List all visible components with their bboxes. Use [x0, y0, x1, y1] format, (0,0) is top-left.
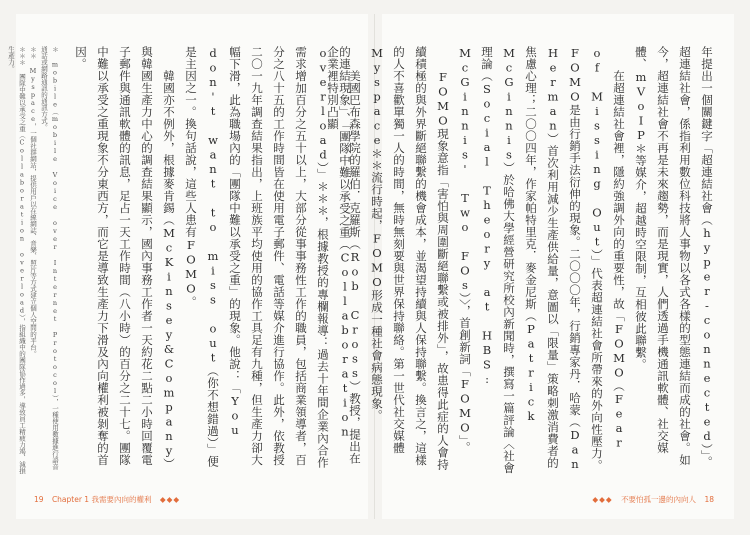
right-page	[326, 14, 734, 519]
left-page-running-head: Chapter 1 我需要內向的權利	[51, 495, 152, 504]
right-page-ornament: ◆◆◆	[592, 495, 613, 504]
right-page-footer	[592, 494, 720, 505]
right-page-body-text: 年提出一個關鍵字「超連結社會（hyper-connected）」。超連結社會，係指利用數位科技將人事物以各式各樣的型態連結而成的社會。如今，超連結社會不再是未來趨勢，而是現實，人們透過手機通訊軟體、社交媒體、mVoIP＊等媒介，超越時空限制，互相彼此聯繫。 在超連結社會裡，隱約強調外向的重要性，故「FOMO（Fear of Missing Out）」代表超連結社會所帶來的外向性壓力。FOMO是由行銷手法衍伸的現象。二〇〇〇年，行銷專家丹．哈蒙（Dan Herman）首次利用減少生產供給量，意圖以「限量」策略刺激消費者的焦慮心理；二〇〇四年，作家帕特里克．麥金尼斯（Patrick McGinnis）於哈佛大學經營研究所校內新聞時，撰寫一篇評論〈社會理論（Social Theory at HBS: McGinnis' Two FOs）〉，首創新詞「FOMO」。 FOMO現象意指「害怕與周圍斷絕聯繫或被排外」，故患得此症的人會持續積極的與外界斷絕聯繫的機會成本，並渴望持續與人保持聯繫。換言之，這樣的人不喜歡單獨一人的時間，無時無刻要與世界保持聯絡。第一世代社交媒體Myspace＊＊流行時起，FOMO形成一種社會病態現象。 美國巴布森學院的羅伯．克羅斯（Rob Cross）教授，提出在企業裡特別凸顯	[326, 46, 714, 474]
left-page	[7, 14, 368, 519]
left-page-footer	[34, 494, 186, 505]
right-page-running-head: 不要怕孤一邊的內向人	[621, 495, 697, 504]
right-page-number: 18	[704, 495, 714, 504]
left-page-number: 19	[34, 495, 44, 504]
left-page-ornament: ◆◆◆	[159, 495, 181, 504]
left-page-footnotes: ＊ mobile（mobile Voice over Internet Protocol），一種使用數據進行語音通話或網路通訊的通訊方式。 ＊＊ Myspace，一個社群網站，提供用戶以在線網誌、音樂、照片等方式建立個人空間的平台。 ＊＊＊ 團隊中難以承受之重（Collaboration overload），指組織中的團隊協作過多，導致員工精疲力竭、減損生產力。	[7, 46, 59, 474]
left-page-body-text: 的連結現象」、「團隊中難以承受之重（Collaboration overload）」＊＊＊，根據教授的專欄報導：過去十年間企業內合作需求增加百分之五十以上，大部分從事事務性工作的職員，包括商業領導者，百分之八十五的工作時間皆在使用電子郵件、電話等媒介進行協作。此外，依教授二〇一九年調查結果指出，上班族平均使用的協作工具足有九種，但生產力卻大幅下滑，此為職場內的「團隊中難以承受之重」的現象。他說：「You don't want to miss out（你不想錯過）」便是主因之一。換句話說，這些人患有FOMO。 韓國亦不例外，根據麥肯錫（McKinsey&Company）與韓國生產力中心的調查結果顯示，國內事務工作者一天約花二點二小時回覆電子郵件與通訊軟體的訊息，足占一天工作時間（八小時）的百分之二十七。團隊中難以承受之重現象不分東西方，而它是導致生產力下滑及內向權利被剝奪的首因。	[74, 46, 352, 470]
